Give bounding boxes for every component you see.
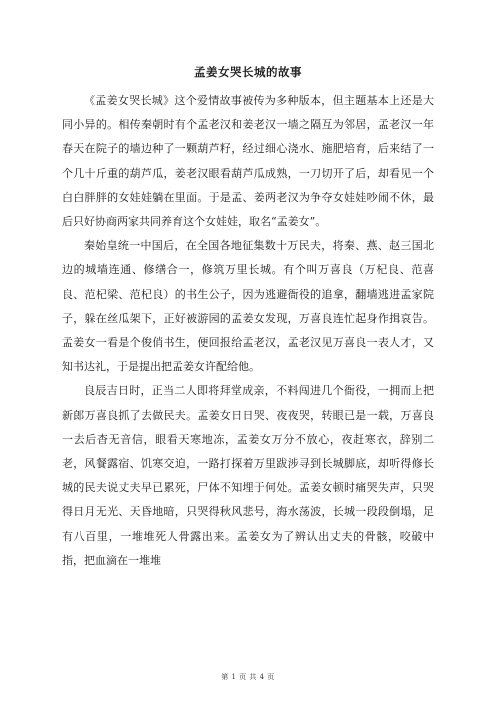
document-body [62, 89, 434, 573]
page-number-footer: 第 1 页 共 4 页 [221, 673, 275, 681]
paragraph: 秦始皇统一中国后，在全国各地征集数十万民夫，将秦、燕、赵三国北边的城墙连通、修缮合一，修筑万里长城。有个叫万喜良（万杞良、范喜良、范杞梁、范杞良）的书生公子，因为逃避衙役的追拿，翻墙逃进孟家院子，躲在丝瓜架下，正好被游园的孟姜女发现，万喜良连忙起身作揖哀告。孟姜女一看是个俊俏书生，便回报给孟老汉，孟老汉见万喜良一表人才，又知书达礼，于是提出把孟姜女许配给他。 [62, 239, 434, 374]
paragraph: 良辰吉日时，正当二人即将拜堂成亲，不料闯进几个衙役，一拥而上把新郎万喜良抓了去做民夫。孟姜女日日哭、夜夜哭，转眼已是一载，万喜良一去后杳无音信，眼看天寒地冻，孟姜女万分不放心，夜赶寒衣，辞别二老，风餐露宿、饥寒交迫，一路打探着万里跋涉寻到长城脚底，却听得修长城的民夫说丈夫早已累死，尸体不知埋于何处。孟姜女顿时痛哭失声，只哭得日月无光、天昏地暗，只哭得秋风悲号，海水荡波，长城一段段倒塌，足有八百里，一堆堆死人骨露出来。孟姜女为了辨认出丈夫的骨骸，咬破中指，把血滴在一堆堆 [62, 384, 434, 567]
document-title: 孟姜女哭长城的故事 [194, 65, 302, 79]
paragraph: 《孟姜女哭长城》这个爱情故事被传为多种版本，但主题基本上还是大同小异的。相传秦朝时有个孟老汉和姜老汉一墙之隔互为邻居，孟老汉一年春天在院子的墙边种了一颗葫芦籽，经过细心浇水、施肥培育，后来结了一个几十斤重的葫芦瓜，姜老汉眼看葫芦瓜成熟，一刀切开了后，却看见一个白白胖胖的女娃娃躺在里面。于是孟、姜两老汉为争夺女娃娃吵闹不休，最后只好协商两家共同养育这个女娃娃，取名“孟姜女”。 [62, 94, 434, 229]
